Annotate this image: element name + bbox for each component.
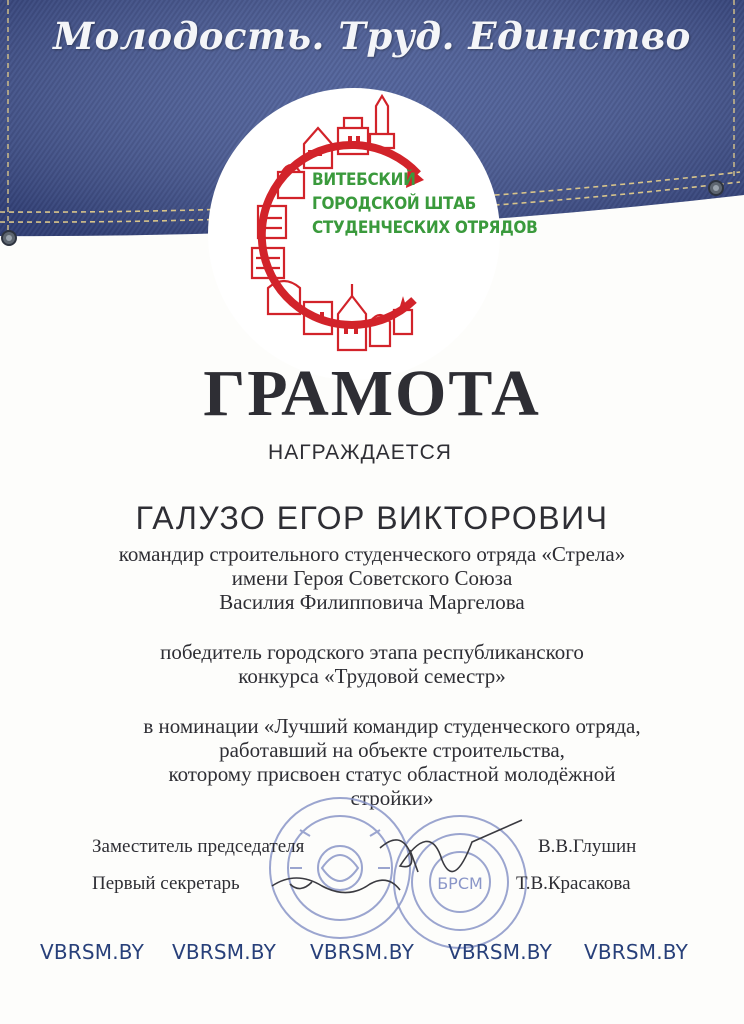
signatory-title-1: Заместитель председателя — [92, 836, 305, 857]
position-line: командир строительного студенческого отряда «Стрела» — [118, 542, 626, 566]
achievement-line: победитель городского этапа республиканского — [160, 640, 584, 664]
nomination-line: которому присвоен статус областной молодёжной — [168, 762, 616, 786]
round-seal-left-icon — [270, 798, 410, 938]
achievement-line: конкурса «Трудовой семестр» — [238, 664, 506, 688]
footer-link: VBRSM.BY — [448, 940, 553, 964]
logo-text — [312, 168, 538, 240]
footer-link: VBRSM.BY — [584, 940, 689, 964]
handwritten-signature-1-icon — [380, 820, 522, 872]
awarded-label: НАГРАЖДАЕТСЯ — [268, 441, 452, 464]
motto-banner: Молодость. Труд. Единство — [53, 14, 691, 58]
footer-link: VBRSM.BY — [40, 940, 145, 964]
logo-line-2: ГОРОДСКОЙ ШТАБ — [312, 194, 477, 214]
position-line: имени Героя Советского Союза — [231, 566, 513, 590]
footer-links — [0, 940, 744, 970]
stamps-and-signatures — [260, 790, 560, 950]
footer-link: VBRSM.BY — [310, 940, 415, 964]
logo-line-1: ВИТЕБСКИЙ — [312, 170, 416, 190]
signatory-title-2: Первый секретарь — [92, 873, 240, 894]
position-block — [40, 542, 704, 614]
nomination-line: в номинации «Лучший командир студенческого отряда, — [143, 714, 641, 738]
nomination-line: работавший на объекте строительства, — [219, 738, 565, 762]
stamp-brsm-text: БРСМ — [437, 874, 483, 893]
logo-line-3: СТУДЕНЧЕСКИХ ОТРЯДОВ — [312, 218, 538, 238]
achievement-block — [40, 640, 704, 688]
signatory-name-1: В.В.Глушин — [538, 836, 637, 857]
position-line: Василия Филипповича Маргелова — [219, 590, 525, 614]
footer-link: VBRSM.BY — [172, 940, 277, 964]
signatory-name-2: Т.В.Красакова — [516, 873, 631, 894]
certificate-title: ГРАМОТА — [203, 357, 541, 430]
nomination-line: стройки» — [350, 786, 434, 810]
recipient-name: ГАЛУЗО ЕГОР ВИКТОРОВИЧ — [135, 500, 609, 536]
